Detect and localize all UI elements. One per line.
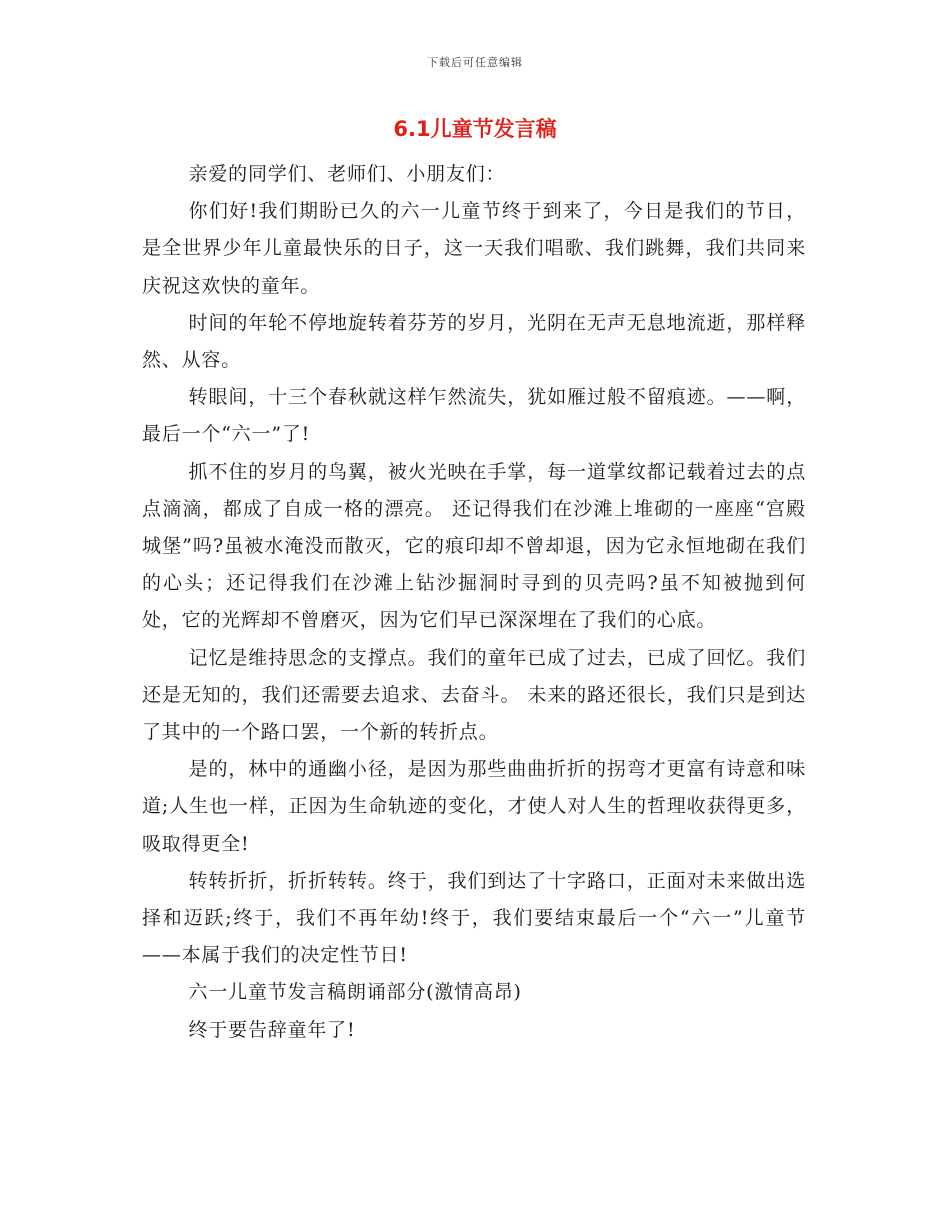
paragraph: 是的，林中的通幽小径，是因为那些曲曲折折的拐弯才更富有诗意和味道;人生也一样，正因为生命轨迹的变化，才使人对人生的哲理收获得更多，吸取得更全!: [142, 758, 806, 855]
paragraph: 抓不住的岁月的鸟翼，被火光映在手掌，每一道掌纹都记载着过去的点点滴滴，都成了自成一格的漂亮。 还记得我们在沙滩上堆砌的一座座“宫殿城堡”吗?虽被水淹没而散灭，它的痕印却不曾却退，因为它永恒地砌在我们的心头；还记得我们在沙滩上钻沙掘洞时寻到的贝壳吗?虽不知被抛到何处，它的光辉却不曾磨灭，因为它们早已深深埋在了我们的心底。: [142, 460, 806, 632]
paragraph: 转转折折，折折转转。终于，我们到达了十字路口，正面对未来做出选择和迈跃;终于，我们不再年幼!终于，我们要结束最后一个“六一”儿童节——本属于我们的决定性节日!: [142, 869, 806, 967]
document-body: [142, 156, 806, 1049]
document-title: 6.1儿童节发言稿: [393, 117, 557, 141]
paragraph: 记忆是维持思念的支撑点。我们的童年已成了过去，已成了回忆。我们还是无知的，我们还需要去追求、去奋斗。 未来的路还很长，我们只是到达了其中的一个路口罢，一个新的转折点。: [142, 646, 806, 744]
paragraph: 终于要告辞童年了!: [188, 1018, 356, 1041]
section-heading: 六一儿童节发言稿朗诵部分(激情高昂): [188, 981, 522, 1004]
paragraph-salutation: 亲爱的同学们、老师们、小朋友们：: [188, 163, 506, 185]
header-note: 下载后可任意编辑: [427, 56, 523, 69]
paragraph: 时间的年轮不停地旋转着芬芳的岁月，光阴在无声无息地流逝，那样释然、从容。: [142, 311, 806, 372]
paragraph: 你们好!我们期盼已久的六一儿童节终于到来了，今日是我们的节日，是全世界少年儿童最快乐的日子，这一天我们唱歌、我们跳舞，我们共同来庆祝这欢快的童年。: [142, 200, 806, 297]
paragraph: 转眼间，十三个春秋就这样乍然流失，犹如雁过般不留痕迹。——啊，最后一个“六一”了!: [142, 386, 806, 446]
